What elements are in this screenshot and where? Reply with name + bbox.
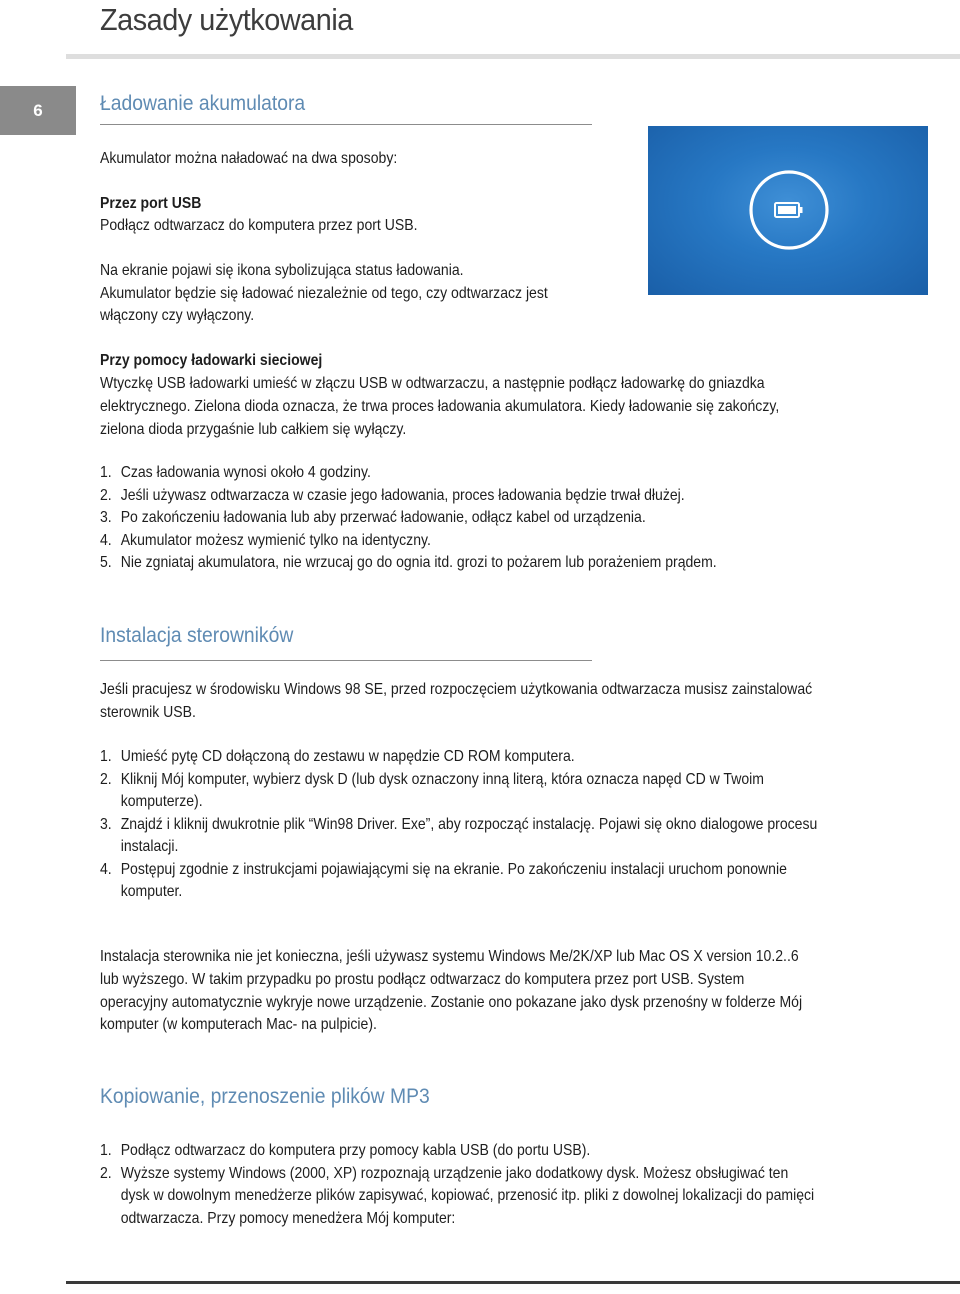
page-number: 6 [33, 100, 43, 120]
list-item [100, 485, 717, 508]
list-number: 1. [100, 748, 112, 765]
list-item [100, 507, 717, 530]
list-item-continuation [100, 836, 817, 859]
charging-screen-illustration [648, 126, 928, 295]
list-item [100, 1163, 814, 1186]
list-number: 2. [100, 770, 112, 788]
charging-intro: Akumulator można naładować na dwa sposoby: [100, 150, 398, 167]
list-text: Wyższe systemy Windows (2000, XP) rozpoznają urządzenie jako dodatkowy dysk. Możesz obsługiwać ten [120, 1164, 789, 1182]
list-text: Jeśli używasz odtwarzacza w czasie jego ładowania, proces ładowania będzie trwał dłużej. [120, 486, 685, 504]
page-number-tab [0, 86, 76, 135]
section-divider [100, 124, 592, 125]
drivers-note-line: operacyjny automatycznie wykryje nowe urządzenie. Zostanie ono pokazane jako dysk przenośny w folderze Mój [100, 994, 803, 1011]
list-item [100, 814, 817, 837]
drivers-note-line: Instalacja sterownika nie jet konieczna, jeśli używasz systemu Windows Me/2K/XP lub Mac OS X version 10.2..6 [100, 948, 799, 965]
list-item-continuation [100, 881, 817, 904]
drivers-note-line: komputer (w komputerach Mac- na pulpicie). [100, 1016, 377, 1033]
drivers-intro-line: sterownik USB. [100, 704, 196, 721]
list-item-continuation [100, 1185, 814, 1208]
section-heading-drivers: Instalacja sterowników [100, 624, 294, 647]
drivers-note-line: lub wyższego. W takim przypadku po prostu podłącz odtwarzacz do komputera przez port USB. System [100, 971, 745, 988]
charger-line: Wtyczkę USB ładowarki umieść w złączu USB w odtwarzaczu, a następnie podłącz ładowarkę do gniazdka [100, 375, 765, 392]
list-item-continuation [100, 1208, 814, 1231]
status-line: Na ekranie pojawi się ikona sybolizująca status ładowania. [100, 262, 464, 279]
page-title: Zasady użytkowania [100, 2, 353, 37]
list-item-continuation [100, 791, 817, 814]
list-item [100, 769, 817, 792]
list-item [100, 552, 717, 575]
list-text: Nie zgniataj akumulatora, nie wrzucaj go do ognia itd. grozi to pożarem lub porażeniem prądem. [120, 554, 717, 571]
drivers-steps-list [100, 746, 897, 904]
list-text: Po zakończeniu ładowania lub aby przerwać ładowanie, odłącz kabel od urządzenia. [120, 509, 646, 526]
list-number: 1. [100, 464, 112, 481]
battery-icon [775, 203, 803, 217]
list-text: Kliknij Mój komputer, wybierz dysk D (lub dysk oznaczony inną literą, która oznacza napęd CD w Twoim [120, 770, 764, 788]
list-text: komputer. [120, 883, 183, 900]
list-text: komputerze). [120, 793, 203, 810]
list-item [100, 859, 817, 882]
list-number: 4. [100, 860, 112, 878]
section-divider [100, 660, 592, 661]
list-item [100, 746, 817, 769]
charging-steps-list [100, 462, 785, 575]
charger-line: elektrycznego. Zielona dioda oznacza, że trwa proces ładowania akumulatora. Kiedy ładowanie się zakończy, [100, 398, 780, 415]
footer-divider [66, 1281, 960, 1284]
list-text: Umieść pytę CD dołączoną do zestawu w napędzie CD ROM komputera. [120, 748, 575, 765]
usb-text: Podłącz odtwarzacz do komputera przez port USB. [100, 217, 418, 234]
list-text: Czas ładowania wynosi około 4 godziny. [120, 464, 371, 481]
status-line: Akumulator będzie się ładować niezależnie od tego, czy odtwarzacz jest [100, 285, 548, 302]
status-line: włączony czy wyłączony. [100, 307, 255, 324]
copying-steps-list [100, 1140, 894, 1230]
charger-line: zielona dioda przygaśnie lub całkiem się wyłączy. [100, 421, 407, 438]
usb-title: Przez port USB [100, 195, 202, 212]
list-item [100, 1140, 814, 1163]
section-heading-charging: Ładowanie akumulatora [100, 92, 306, 115]
title-divider [66, 54, 960, 59]
list-number: 3. [100, 509, 112, 526]
list-number: 1. [100, 1142, 112, 1159]
section-heading-copying: Kopiowanie, przenoszenie plików MP3 [100, 1085, 430, 1108]
list-text: Podłącz odtwarzacz do komputera przy pomocy kabla USB (do portu USB). [120, 1142, 591, 1159]
charger-title: Przy pomocy ładowarki sieciowej [100, 352, 323, 369]
list-text: dysk w dowolnym menedżerze plików zapisywać, kopiować, przenosić itp. pliki z dowolnej lokalizacji do pamięci [120, 1187, 815, 1204]
list-number: 2. [100, 1164, 112, 1182]
list-number: 2. [100, 486, 112, 504]
list-text: instalacji. [120, 838, 179, 855]
drivers-intro-line: Jeśli pracujesz w środowisku Windows 98 SE, przed rozpoczęciem użytkowania odtwarzacza musisz zainstalować [100, 681, 813, 698]
list-text: Postępuj zgodnie z instrukcjami pojawiającymi się na ekranie. Po zakończeniu instalacji uruchom ponownie [120, 860, 787, 878]
list-item [100, 530, 717, 553]
list-number: 3. [100, 815, 112, 833]
list-text: Znajdź i kliknij dwukrotnie plik “Win98 Driver. Exe”, aby rozpocząć instalację. Pojawi się okno dialogowe procesu [120, 815, 818, 833]
list-number: 5. [100, 554, 112, 571]
list-text: Akumulator możesz wymienić tylko na identyczny. [120, 531, 431, 549]
list-text: odtwarzacza. Przy pomocy menedżera Mój komputer: [120, 1209, 456, 1227]
list-item [100, 462, 717, 485]
list-number: 4. [100, 531, 112, 549]
